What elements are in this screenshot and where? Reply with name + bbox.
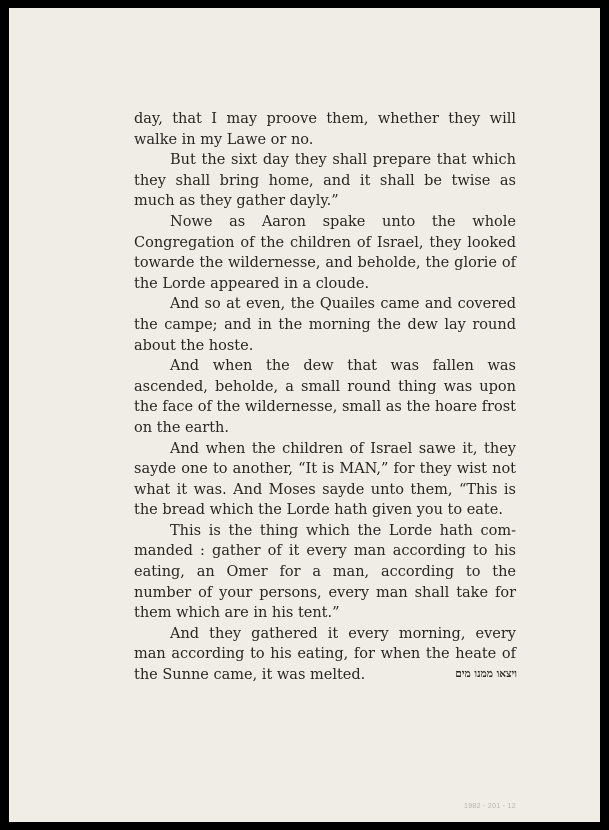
paragraph: This is the thing which the Lorde hath commanded : gather of it every man according to his eating, an Omer for a man, according to the number of your persons, every man shall take for them which are in his tent.”	[134, 522, 516, 622]
paragraph: And when the dew that was fallen was ascended, beholde, a small round thing was upon the face of the wildernesse, small as the hoare frost on the earth.	[134, 358, 516, 436]
paragraph: But the sixt day they shall prepare that which they shall bring home, and it shall be twise as much as they gather dayly.”	[134, 152, 516, 210]
body-text	[134, 109, 516, 686]
pencil-inventory-note: 1982 - 201 - 12	[464, 803, 516, 810]
paragraph: And when the children of Israel sawe it, they sayde one to another, “It is MAN,” for they wist not what it was. And Moses sayde unto them, “This is the bread which the Lorde hath given you to eate.	[134, 440, 516, 519]
paragraph: And so at even, the Quailes came and covered the campe; and in the morning the dew lay round about the hoste.	[134, 296, 516, 354]
paragraph: And they gathered it every morning, every man according to his eating, for when the heate of the Sunne came, it was melted.	[134, 625, 516, 684]
paragraph: day, that I may proove them, whether they will walke in my Lawe or no.	[134, 111, 516, 148]
hebrew-caption: ויצאו ממנו מים	[455, 668, 517, 680]
paper-sheet	[9, 8, 600, 822]
paragraph: Nowe as Aaron spake unto the whole Congregation of the children of Israel, they looked towarde the wildernesse, and beholde, the glorie of the Lorde appeared in a cloude.	[134, 213, 516, 292]
